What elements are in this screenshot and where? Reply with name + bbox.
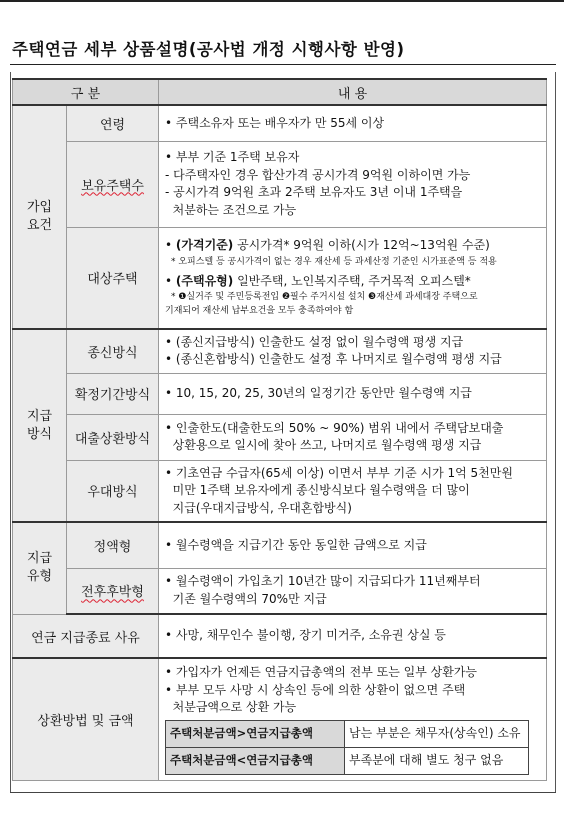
list-item: - 다주택자인 경우 합산가격 공시가격 9억원 이하이면 가능 — [165, 167, 471, 182]
table-row — [13, 105, 547, 141]
type-note-1: * ❶실거주 및 주민등록전입 ❷필수 주거시설 설치 ❸재산세 과세대장 주택으로 — [171, 292, 478, 303]
redeem-inner-table — [165, 720, 529, 775]
row-label-lifetime: 종신방식 — [67, 329, 159, 373]
row-label-target: 대상주택 — [67, 227, 159, 329]
list-item: • 인출한도(대출한도의 50% ~ 90%) 범위 내에서 주택담보대출 — [165, 420, 504, 435]
row-label-owned — [67, 141, 159, 227]
list-item: • 부부 기준 1주택 보유자 — [165, 150, 300, 164]
page-title: 주택연금 세부 상품설명(공사법 개정 시행사항 반영) — [12, 40, 405, 59]
product-table — [12, 78, 547, 781]
type-text: 일반주택, 노인복지주택, 주거목적 오피스텔* — [237, 273, 471, 288]
list-item: • 10, 15, 20, 25, 30년의 일정기간 동안만 월수령액 지급 — [165, 385, 472, 400]
group-pay-type — [13, 522, 67, 614]
row-label-fixed: 확정기간방식 — [67, 373, 159, 414]
list-item: • (가격기준) 공시가격* 9억원 이하(시가 12억~13억원 수준) — [165, 238, 490, 253]
table-row — [13, 414, 547, 460]
row-content-preferred — [159, 460, 547, 522]
table-row — [13, 658, 547, 780]
list-item: • 월수령액을 지급기간 동안 동일한 금액으로 지급 — [165, 537, 427, 552]
row-label-redeem: 상환방법 및 금액 — [13, 658, 159, 780]
row-content-repay — [159, 414, 547, 460]
row-content-fixed — [159, 373, 547, 414]
row-label-end: 연금 지급종료 사유 — [13, 614, 159, 658]
table-row — [13, 460, 547, 522]
table-row — [13, 614, 547, 658]
row-content-target — [159, 227, 547, 329]
title-divider — [10, 64, 556, 65]
list-item: • 월수령액이 가입초기 10년간 많이 지급되다가 11년째부터 — [165, 574, 481, 589]
table-row — [13, 329, 547, 373]
row-content-age — [159, 105, 547, 141]
list-item: • 주택소유자 또는 배우자가 만 55세 이상 — [165, 115, 385, 130]
row-content-owned — [159, 141, 547, 227]
table-row — [13, 522, 547, 568]
table-row — [13, 568, 547, 614]
group-pay-type-label: 지급 유형 — [26, 551, 53, 585]
inner-value: 부족분에 대해 별도 청구 없음 — [345, 747, 529, 774]
price-head: (가격기준) — [175, 238, 234, 253]
list-item: • (종신혼합방식) 인출한도 설정 후 나머지로 월수령액 평생 지급 — [165, 352, 502, 367]
type-note-2: 기재되어 재산세 납부요건을 모두 충족하여야 함 — [165, 306, 354, 317]
row-content-lifetime — [159, 329, 547, 373]
owned-label: 보유주택수 — [81, 178, 144, 194]
table-row — [166, 720, 529, 747]
list-item: - 공시가격 9억원 초과 2주택 보유자도 3년 이내 1주택을 — [165, 185, 463, 199]
row-label-age: 연령 — [67, 105, 159, 141]
header-category: 구 분 — [13, 79, 159, 105]
table-row — [13, 141, 547, 227]
list-item: • 사망, 채무인수 불이행, 장기 미거주, 소유권 상실 등 — [165, 628, 446, 643]
frame-bottom — [10, 792, 556, 793]
table-row — [166, 747, 529, 774]
row-label-repay: 대출상환방식 — [67, 414, 159, 460]
inner-value: 남는 부분은 채무자(상속인) 소유 — [345, 720, 529, 747]
type-head: (주택유형) — [175, 273, 234, 288]
header-content: 내 용 — [159, 79, 547, 105]
price-note: * 오피스텔 등 공시가격이 없는 경우 재산세 등 과세산정 기준인 시가표준액 등 적용 — [171, 256, 497, 267]
frame-left — [10, 72, 11, 792]
price-text: 공시가격* 9억원 이하(시가 12억~13억원 수준) — [237, 238, 490, 253]
frame-right — [555, 72, 556, 792]
row-label-flat: 정액형 — [67, 522, 159, 568]
list-item: 미만 1주택 보유자에게 종신방식보다 월수령액을 더 많이 — [165, 483, 470, 497]
row-label-preferred: 우대방식 — [67, 460, 159, 522]
list-item: 지급(우대지급방식, 우대혼합방식) — [165, 500, 352, 515]
row-label-front — [67, 568, 159, 614]
list-item: • (주택유형) 일반주택, 노인복지주택, 주거목적 오피스텔* — [165, 273, 471, 288]
list-item: • 가입자가 언제든 연금지급총액의 전부 또는 일부 상환가능 — [165, 665, 477, 679]
list-item: • (종신지급방식) 인출한도 설정 없이 월수령액 평생 지급 — [165, 334, 464, 349]
row-content-end — [159, 614, 547, 658]
list-item: 처분금액으로 상환 가능 — [165, 700, 297, 714]
inner-key: 주택처분금액>연금지급총액 — [166, 720, 345, 747]
list-item: 상환용으로 일시에 찾아 쓰고, 나머지로 월수령액 평생 지급 — [165, 438, 482, 452]
list-item: 처분하는 조건으로 가능 — [165, 202, 297, 217]
title-bar — [0, 0, 564, 70]
group-pay-method — [13, 329, 67, 522]
list-item: • 부부 모두 사망 시 상속인 등에 의한 상환이 없으면 주택 — [165, 682, 466, 697]
group-join — [13, 105, 67, 329]
group-pay-method-label: 지급 방식 — [26, 408, 53, 442]
table-header-row — [13, 79, 547, 105]
row-content-front — [159, 568, 547, 614]
inner-key: 주택처분금액<연금지급총액 — [166, 747, 345, 774]
list-item: • 기초연금 수급자(65세 이상) 이면서 부부 기준 시가 1억 5천만원 — [165, 465, 513, 480]
row-content-redeem — [159, 658, 547, 780]
table-row — [13, 373, 547, 414]
list-item: 기존 월수령액의 70%만 지급 — [165, 591, 327, 606]
group-join-label: 가입 요건 — [26, 200, 53, 233]
front-label: 전후후박형 — [81, 585, 144, 601]
table-row — [13, 227, 547, 329]
row-content-flat — [159, 522, 547, 568]
